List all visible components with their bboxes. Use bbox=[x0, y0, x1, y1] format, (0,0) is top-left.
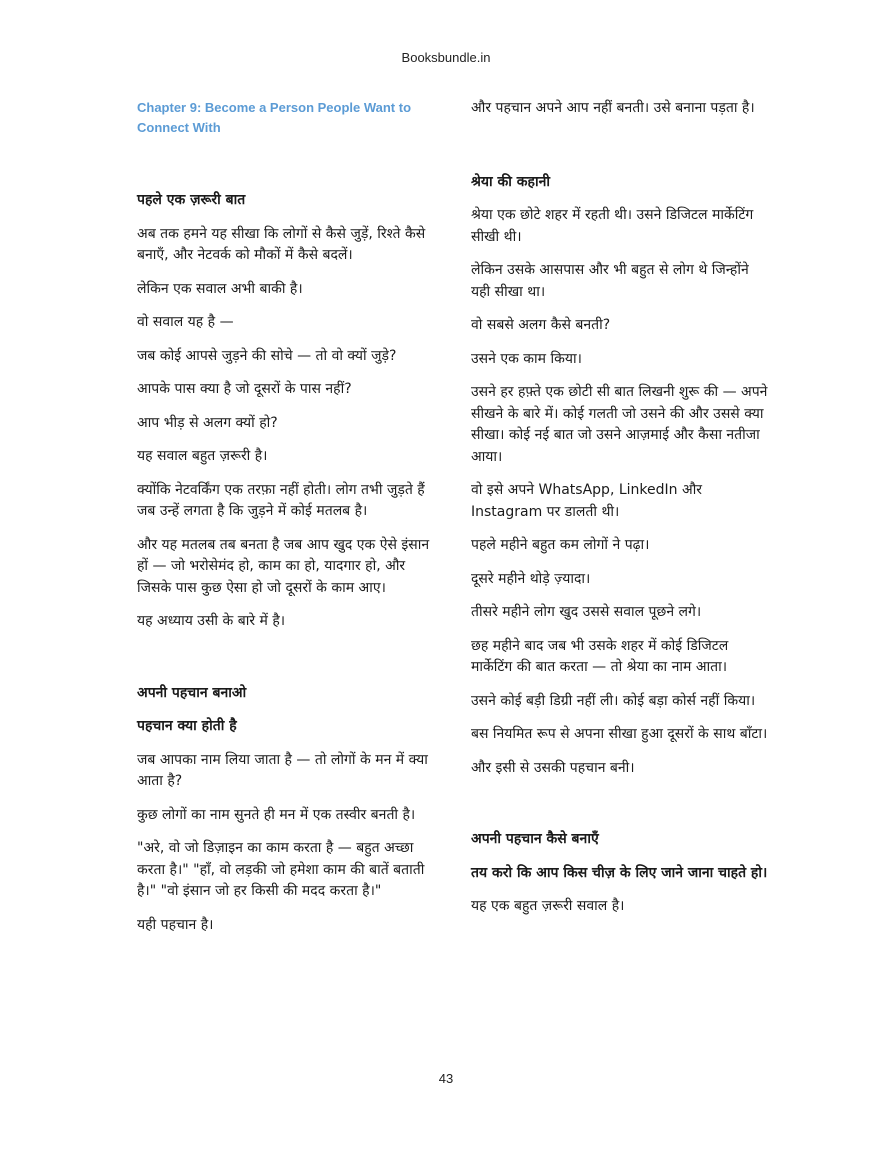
paragraph: और यह मतलब तब बनता है जब आप खुद एक ऐसे इंसान हों — जो भरोसेमंद हो, काम का हो, यादगार हो, और जिसके पास कुछ ऐसा हो जो दूसरों के काम आए। bbox=[137, 536, 430, 596]
paragraph: लेकिन उसके आसपास और भी बहुत से लोग थे जिन्होंने यही सीखा था। bbox=[471, 262, 749, 300]
left-column bbox=[137, 98, 437, 948]
paragraph: यह एक बहुत ज़रूरी सवाल है। bbox=[471, 898, 625, 914]
paragraph: लेकिन एक सवाल अभी बाकी है। bbox=[137, 280, 303, 297]
paragraph: और पहचान अपने आप नहीं बनती। उसे बनाना पड़ता है। bbox=[471, 100, 755, 116]
paragraph: यही पहचान है। bbox=[137, 916, 214, 933]
site-header: Booksbundle.in bbox=[401, 50, 491, 65]
paragraph: उसने एक काम किया। bbox=[471, 350, 582, 367]
paragraph: पहले महीने बहुत कम लोगों ने पढ़ा। bbox=[471, 537, 650, 553]
right-column bbox=[471, 98, 771, 930]
section-heading-how-to-build-identity: अपनी पहचान कैसे बनाएँ bbox=[471, 831, 599, 847]
paragraph: दूसरे महीने थोड़े ज़्यादा। bbox=[471, 570, 591, 587]
section-heading-shreya-story: श्रेया की कहानी bbox=[471, 173, 550, 190]
paragraph: अब तक हमने यह सीखा कि लोगों से कैसे जुड़ें, रिश्ते कैसे बनाएँ, और नेटवर्क को मौकों में कैसे बदलें। bbox=[137, 225, 426, 263]
paragraph: आपके पास क्या है जो दूसरों के पास नहीं? bbox=[137, 381, 352, 397]
subheading-what-is-identity: पहचान क्या होती है bbox=[137, 718, 237, 734]
paragraph: जब आपका नाम लिया जाता है — तो लोगों के मन में क्या आता है? bbox=[137, 751, 428, 789]
paragraph: छह महीने बाद जब भी उसके शहर में कोई डिजिटल मार्केटिंग की बात करता — तो श्रेया का नाम आता। bbox=[471, 637, 729, 675]
paragraph: "अरे, वो जो डिज़ाइन का काम करता है — बहुत अच्छा करता है।" "हाँ, वो लड़की जो हमेशा काम की बातें बताती है।" "वो इंसान जो हर किसी की मदद करता है।" bbox=[137, 840, 425, 899]
paragraph: उसने कोई बड़ी डिग्री नहीं ली। कोई बड़ा कोर्स नहीं किया। bbox=[471, 692, 756, 709]
paragraph: और इसी से उसकी पहचान बनी। bbox=[471, 759, 635, 776]
paragraph: उसने हर हफ़्ते एक छोटी सी बात लिखनी शुरू की — अपने सीखने के बारे में। कोई गलती जो उसने की और उससे क्या सीखा। कोई नई बात जो उसने आज़माई और कैसा नतीजा आया। bbox=[471, 384, 768, 465]
paragraph: जब कोई आपसे जुड़ने की सोचे — तो वो क्यों जुड़े? bbox=[137, 347, 397, 364]
paragraph: कुछ लोगों का नाम सुनते ही मन में एक तस्वीर बनती है। bbox=[137, 806, 416, 823]
page-number: 43 bbox=[438, 1071, 454, 1086]
paragraph: वो सवाल यह है — bbox=[137, 314, 234, 330]
paragraph: तीसरे महीने लोग खुद उससे सवाल पूछने लगे। bbox=[471, 604, 702, 620]
paragraph: यह सवाल बहुत ज़रूरी है। bbox=[137, 448, 268, 464]
paragraph: श्रेया एक छोटे शहर में रहती थी। उसने डिजिटल मार्केटिंग सीखी थी। bbox=[471, 207, 754, 245]
paragraph: बस नियमित रूप से अपना सीखा हुआ दूसरों के साथ बाँटा। bbox=[471, 726, 768, 742]
paragraph: वो इसे अपने WhatsApp, LinkedIn और Instagram पर डालती थी। bbox=[471, 482, 703, 520]
section-heading-important-note: पहले एक ज़रूरी बात bbox=[137, 192, 246, 208]
section-heading-build-identity: अपनी पहचान बनाओ bbox=[137, 684, 247, 701]
paragraph: क्योंकि नेटवर्किंग एक तरफ़ा नहीं होती। लोग तभी जुड़ते हैं जब उन्हें लगता है कि जुड़ने में कोई मतलब है। bbox=[137, 481, 425, 519]
paragraph: आप भीड़ से अलग क्यों हो? bbox=[137, 414, 278, 431]
paragraph: यह अध्याय उसी के बारे में है। bbox=[137, 613, 286, 629]
subheading-decide-what-known-for: तय करो कि आप किस चीज़ के लिए जाने जाना चाहते हो। bbox=[471, 864, 768, 881]
chapter-title: Chapter 9: Become a Person People Want to Connect With bbox=[137, 100, 412, 135]
paragraph: वो सबसे अलग कैसे बनती? bbox=[471, 317, 611, 333]
